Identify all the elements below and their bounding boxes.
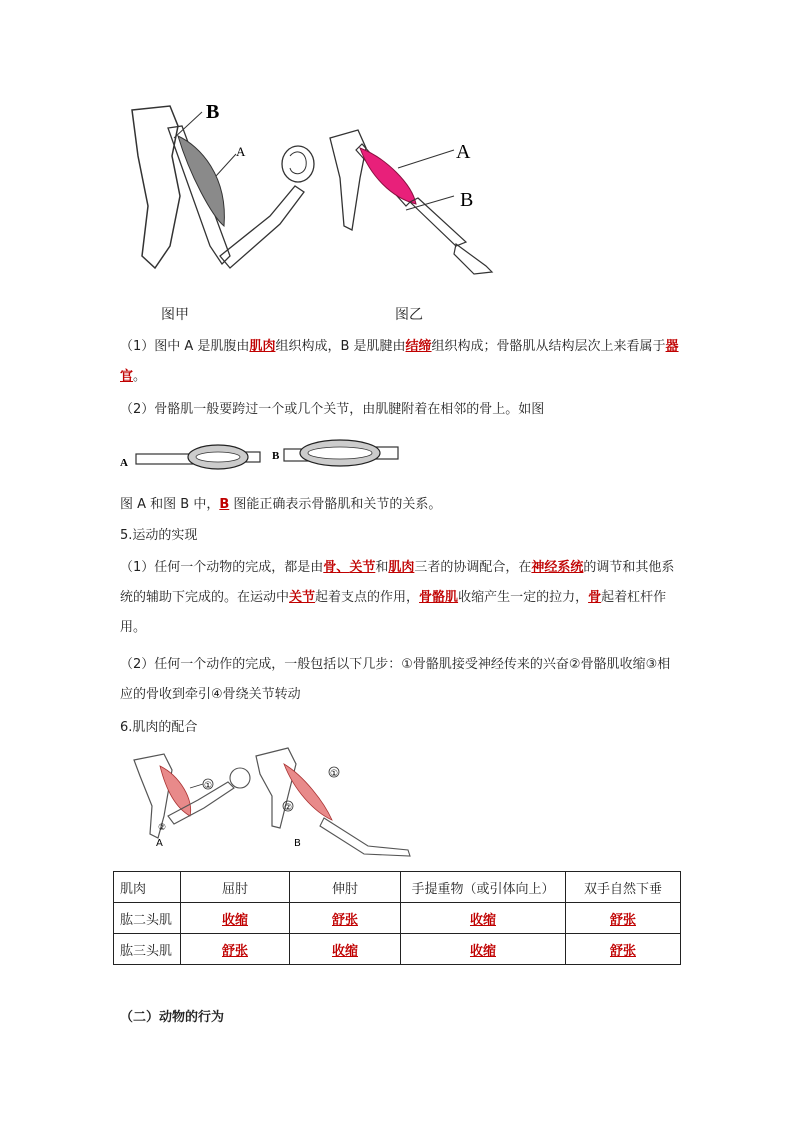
section-5-paragraph-1 [120, 553, 680, 643]
s5-answer-7: 骨 [588, 590, 602, 605]
table-cell: 舒张 [290, 903, 401, 934]
table-header-cell: 双手自然下垂 [566, 872, 681, 903]
s5-text-b: 三者的协调配合，在 [414, 560, 532, 575]
s5-answer-4: 神经系统 [531, 560, 584, 575]
marker-1-a: ① [204, 781, 213, 791]
table-cell-muscle: 肱二头肌 [114, 903, 181, 934]
q1-text-2: 组织构成，B 是肌腱由 [275, 339, 406, 354]
table-cell-muscle: 肱三头肌 [114, 934, 181, 965]
table-cell: 收缩 [401, 934, 566, 965]
question-2-text: （2）骨骼肌一般要跨过一个或几个关节，由肌腱附着在相邻的骨上。如图 [120, 402, 545, 417]
table-header-cell: 肌肉 [114, 872, 181, 903]
table-cell: 收缩 [181, 903, 290, 934]
muscle-coordination-diagram [128, 746, 418, 858]
table-row [114, 903, 681, 934]
caption-yi: 图乙 [395, 307, 423, 323]
section-5-paragraph-2: （2）任何一个动作的完成，一般包括以下几步：①骨骼肌接受神经传来的兴奋②骨骼肌收缩③相应的骨收到牵引④骨绕关节转动 [120, 657, 671, 702]
section-5-title: 5.运动的实现 [120, 528, 198, 543]
label-b-right: B [460, 189, 474, 211]
table-header-cell: 手提重物（或引体向上） [401, 872, 566, 903]
s5-text-f: 起着杠杆作用。 [120, 590, 667, 635]
q1-text-4: 。 [133, 369, 147, 384]
s5-answer-3: 肌肉 [388, 560, 415, 575]
marker-2-a: ② [158, 823, 167, 833]
q1-text-1: （1）图中 A 是肌腹由 [120, 339, 250, 354]
arm-diagram-jia [120, 96, 330, 276]
coord-label-b: B [294, 838, 301, 849]
q2-text-pre: 图 A 和图 B 中， [120, 497, 220, 512]
s5-answer-2: 关节 [349, 560, 376, 575]
table-header-row [114, 872, 681, 903]
label-a-right: A [456, 141, 471, 163]
table-header-cell: 屈肘 [181, 872, 290, 903]
q2-text-post: 图能正确表示骨骼肌和关节的关系。 [229, 497, 442, 512]
q1-text-3: 组织构成；骨骼肌从结构层次上来看属于 [431, 339, 666, 354]
s5-sep-1: 、 [336, 560, 350, 575]
marker-1-b: ① [330, 769, 339, 779]
joint-diagram-a [118, 436, 263, 476]
marker-2-b: ② [284, 803, 293, 813]
table-header-cell: 伸肘 [290, 872, 401, 903]
s5-text-c: 的调节和其他系统的辅助下完成的。在运动中 [120, 560, 675, 605]
joint-label-a: A [120, 457, 128, 469]
joint-label-b: B [272, 450, 280, 462]
q1-answer-2: 结缔 [405, 339, 432, 354]
s5-answer-5: 关节 [289, 590, 316, 605]
table-cell: 舒张 [566, 934, 681, 965]
q1-answer-1: 肌肉 [249, 339, 276, 354]
q2-answer: B [219, 497, 230, 512]
s5-text-e: 收缩产生一定的拉力， [458, 590, 589, 605]
muscle-table [113, 871, 681, 965]
s5-sep-2: 和 [375, 560, 389, 575]
label-b-left: B [206, 101, 220, 123]
table-cell: 收缩 [290, 934, 401, 965]
joint-diagram-b [270, 433, 400, 475]
question-2-answer [120, 490, 680, 520]
table-cell: 收缩 [401, 903, 566, 934]
caption-jia: 图甲 [161, 307, 189, 323]
table-cell: 舒张 [566, 903, 681, 934]
table-cell: 舒张 [181, 934, 290, 965]
coord-label-a: A [156, 838, 163, 849]
s5-answer-6: 骨骼肌 [419, 590, 459, 605]
section-heading: （二）动物的行为 [120, 1010, 225, 1025]
question-1 [120, 332, 680, 392]
s5-text-a: （1）任何一个动物的完成，都是由 [120, 560, 324, 575]
label-a-left: A [236, 144, 246, 159]
s5-answer-1: 骨 [323, 560, 337, 575]
arm-diagram-yi [326, 128, 496, 280]
q1-answer-3: 器官 [120, 339, 679, 384]
s5-text-d: 起着支点的作用， [315, 590, 420, 605]
section-6-title: 6.肌肉的配合 [120, 720, 198, 735]
table-row [114, 934, 681, 965]
